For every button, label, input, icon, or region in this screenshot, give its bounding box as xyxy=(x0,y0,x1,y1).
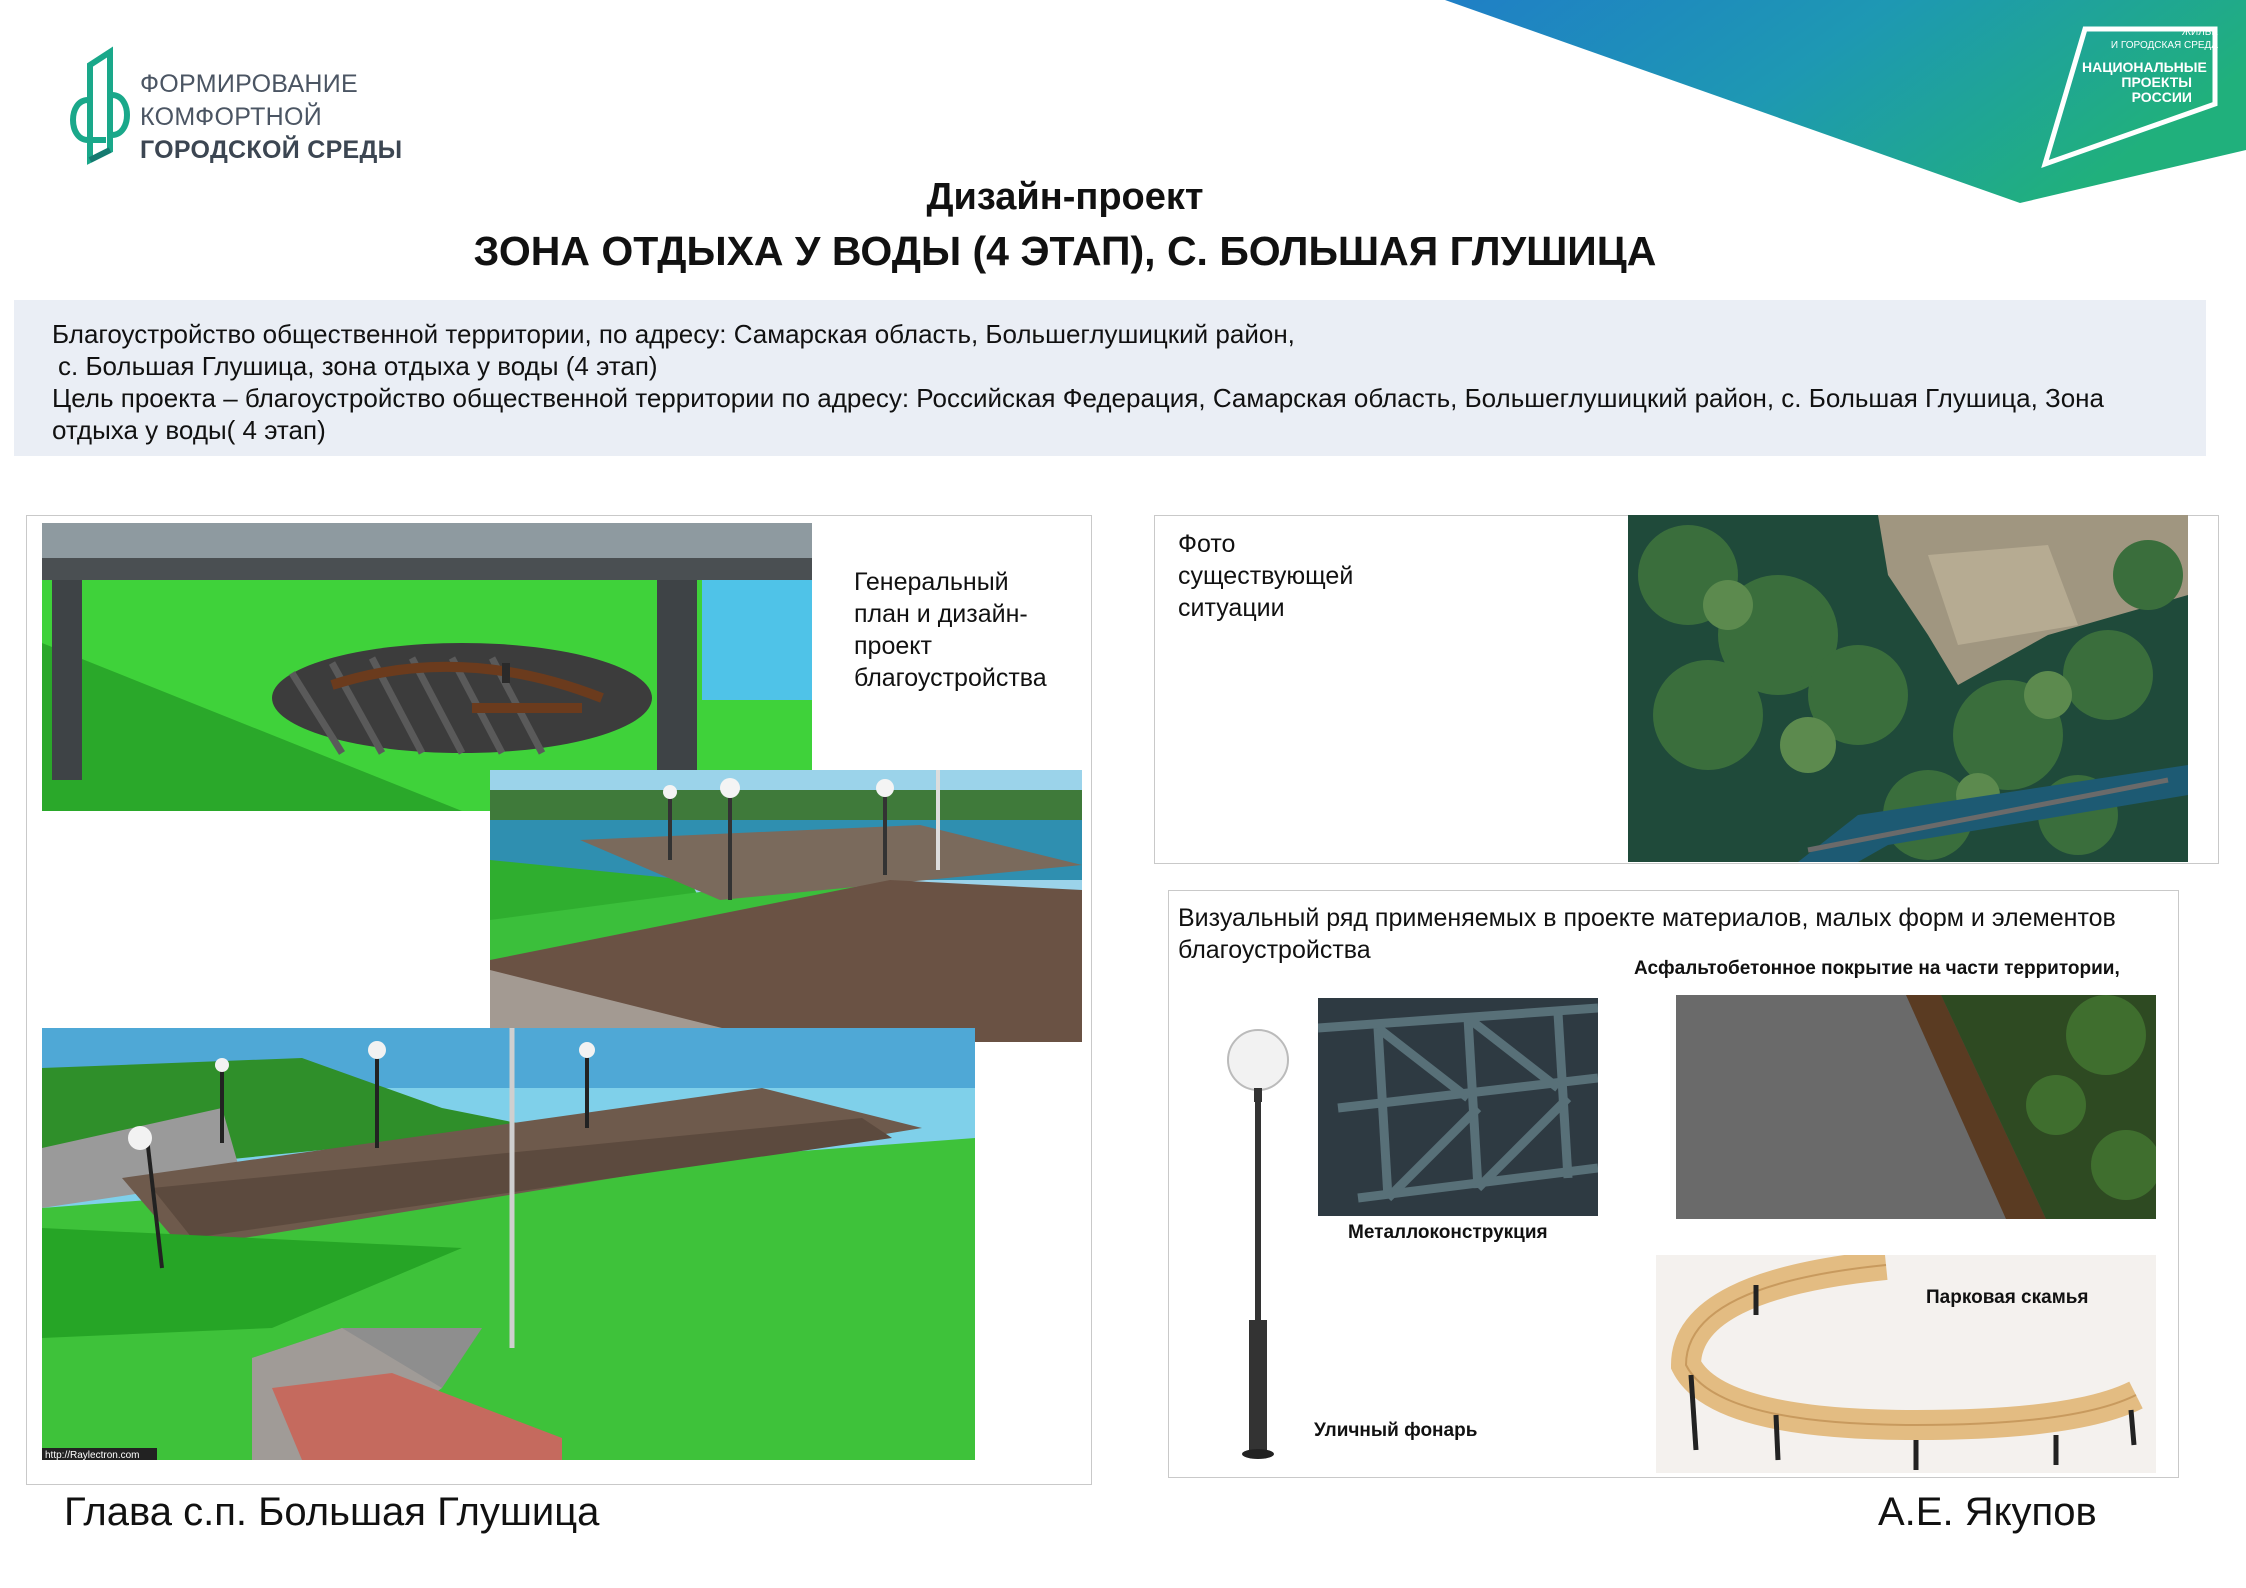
general-plan-label: Генеральный план и дизайн-проект благоустройства xyxy=(854,568,1047,692)
materials-title: Визуальный ряд применяемых в проекте материалов, малых форм и элементов благоустройства xyxy=(1178,904,2116,964)
badge-main-line-1: НАЦИОНАЛЬНЫЕ xyxy=(2082,59,2207,75)
project-title: ЗОНА ОТДЫХА У ВОДЫ (4 ЭТАП), С. БОЛЬШАЯ ГЛУШИЦА xyxy=(473,228,1657,274)
page-title: Дизайн-проект xyxy=(926,176,1204,218)
street-lamp-caption: Уличный фонарь xyxy=(1314,1420,1478,1441)
satellite-photo-image xyxy=(1628,515,2188,862)
logo-line-1: ФОРМИРОВАНИЕ xyxy=(140,70,359,98)
park-bench-caption: Парковая скамья xyxy=(1926,1287,2089,1308)
metal-structure-image xyxy=(1318,998,1598,1216)
badge-main-line-2: ПРОЕКТЫ xyxy=(2121,74,2192,90)
badge-main-line-3: РОССИИ xyxy=(2131,89,2192,105)
asphalt-image xyxy=(1676,995,2156,1219)
signature-position: Глава с.п. Большая Глушица xyxy=(64,1490,600,1534)
render-pergola-image xyxy=(42,523,812,811)
info-line-1: Благоустройство общественной территории, по адресу: Самарская область, Большеглушицкий район, xyxy=(52,319,1295,349)
metal-caption: Металлоконструкция xyxy=(1348,1222,1548,1243)
render-overview-image xyxy=(42,1028,975,1460)
badge-top-text xyxy=(2090,26,2218,52)
badge-main-text xyxy=(2082,59,2207,105)
logo-text xyxy=(140,68,402,167)
signature-name: А.Е. Якупов xyxy=(1878,1490,2097,1534)
badge-top-line-1: ЖИЛЬЕ xyxy=(2181,27,2218,38)
render-watermark-2: http://Raylectron.com xyxy=(45,1450,140,1460)
logo-line-3: ГОРОДСКОЙ СРЕДЫ xyxy=(140,136,403,164)
info-line-2: с. Большая Глушица, зона отдыха у воды (4 этап) xyxy=(58,351,658,381)
existing-situation-label: Фото существующей ситуации xyxy=(1178,530,1354,622)
badge-top-line-2: И ГОРОДСКАЯ СРЕДА xyxy=(2110,40,2218,51)
logo-line-2: КОМФОРТНОЙ xyxy=(140,103,323,131)
info-line-3: Цель проекта – благоустройство общественной территории по адресу: Российская Федерация, Самарская область, Большеглушицкий район, с. Большая Глушица, Зона отдыха у воды( 4 этап) xyxy=(52,383,2104,445)
info-band xyxy=(14,300,2206,456)
street-lamp-image xyxy=(1218,1026,1304,1466)
asphalt-caption: Асфальтобетонное покрытие на части территории, xyxy=(1634,958,2120,979)
render-platform-image xyxy=(490,770,1082,1042)
